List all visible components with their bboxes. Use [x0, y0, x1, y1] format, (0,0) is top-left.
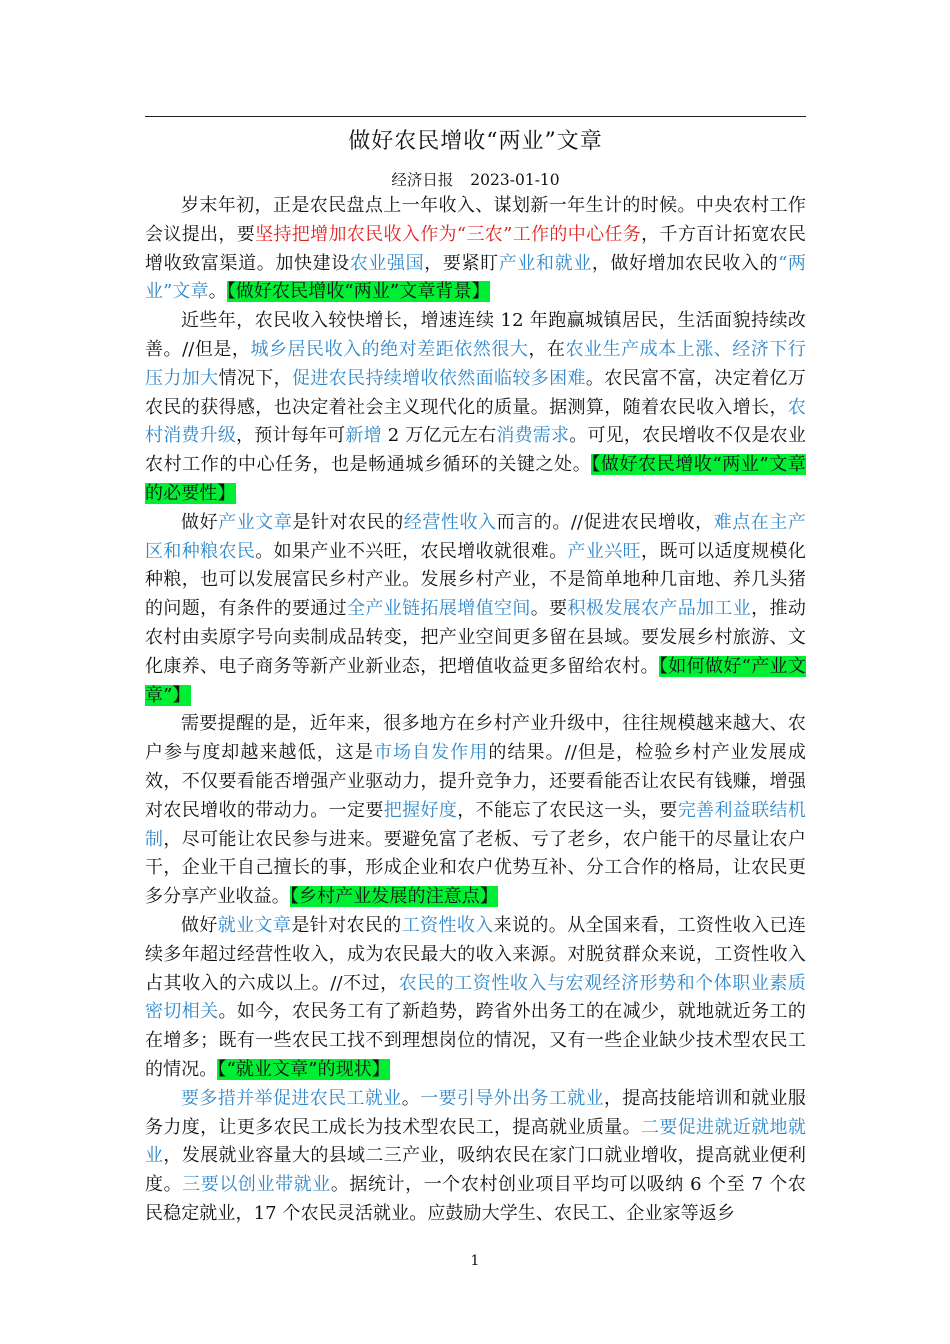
highlighted-phrase: 农村消费升级 [145, 396, 806, 447]
highlighted-phrase: 农业强国 [349, 252, 425, 274]
highlighted-phrase: 工资性收入 [401, 914, 494, 936]
highlighted-phrase: “两业”文章 [145, 252, 807, 303]
article-paragraph [145, 509, 806, 711]
paragraph-text: 近些年，农民收入较快增长，增速连续 12 年跑赢城镇居民，生活面貌持续改善。//但是， [145, 310, 806, 360]
paragraph-text: 。如今，农民务工有了新趋势，跨省外出务工的在减少，就地就近务工的在增多；既有一些农民工找不到理想岗位的情况，又有一些企业缺少技术型农民工的情况。 [145, 1001, 806, 1080]
paragraph-text: ，尽可能让农民参与进来。要避免富了老板、亏了老乡，农户能干的尽量让农户干，企业干自己擅长的事，形成企业和农户优势互补、分工合作的格局，让农民更多分享产业收益。 [145, 828, 806, 908]
paragraph-text: ，预计每年可 [236, 425, 346, 447]
highlighted-phrase: 农业生产成本上涨、经济下行压力加大 [145, 338, 807, 389]
paragraph-text: ，千方百计拓宽农民增收致富渠道。加快建设 [145, 223, 806, 274]
paragraph-text: 2 万亿元左右 [381, 425, 497, 447]
highlighted-phrase: 全产业链拓展增值空间 [347, 598, 531, 620]
article-paragraph [145, 307, 806, 509]
paragraph-text: ，要紧盯 [424, 252, 499, 274]
section-tag: 【做好农民增收“两业”文章的必要性】 [145, 454, 806, 504]
paragraph-text: 来说的。从全国来看，工资性收入已连续多年超过经营性收入，成为农民最大的收入来源。对脱贫群众来说，工资性收入占其收入的六成以上。//不过， [145, 914, 806, 994]
key-phrase: 坚持把增加农民收入作为“三农”工作的中心任务 [255, 223, 642, 245]
paragraph-text: 。如果产业不兴旺，农民增收就很难。 [255, 540, 568, 562]
paragraph-text: 岁末年初，正是农民盘点上一年收入、谋划新一年生计的时候。中央农村工作会议提出，要 [145, 195, 806, 245]
highlighted-phrase: 促进农民持续增收依然面临较多困难 [291, 367, 586, 389]
paragraph-text: 。农民富不富，决定着亿万农民的获得感，也决定着社会主义现代化的质量。据测算，随着农民收入增长， [145, 367, 807, 418]
highlighted-phrase: 要多措并举促进农民工就业 [181, 1087, 402, 1109]
paragraph-text: 是针对农民的 [291, 914, 402, 936]
paragraph-text: 做好 [181, 511, 219, 533]
highlighted-phrase: 经营性收入 [403, 511, 497, 533]
highlighted-phrase: 二要促进就近就地就业 [145, 1116, 806, 1167]
section-tag: 【乡村产业发展的注意点】 [289, 886, 499, 908]
paragraph-text: ，既可以适度规模化种粮，也可以发展富民乡村产业。发展乡村产业，不是简单地种几亩地、养几头猪的问题，有条件的要通过 [145, 540, 807, 620]
highlighted-phrase: 市场自发作用 [373, 742, 489, 764]
section-tag: 【“就业文章”的现状】 [217, 1058, 390, 1080]
paragraph-text: 。 [401, 1087, 421, 1109]
highlighted-phrase: 把握好度 [383, 799, 458, 821]
highlighted-phrase: 三要以创业带就业 [182, 1174, 331, 1196]
paragraph-text: ，不能忘了农民这一头，要 [457, 799, 678, 821]
paragraph-text: 做好 [181, 914, 218, 936]
paragraph-text: ，在 [528, 338, 566, 360]
paragraph-text: ，提高技能培训和就业服务力度，让更多农民工成长为技术型农民工，提高就业质量。 [145, 1087, 806, 1138]
paragraph-text: 情况下， [218, 367, 292, 389]
highlighted-phrase: 产业和就业 [498, 252, 592, 274]
highlighted-phrase: 农民的工资性收入与宏观经济形势和个体职业素质密切相关 [145, 972, 806, 1023]
article-title: 做好农民增收“两业”文章 [348, 129, 603, 154]
highlighted-phrase: 就业文章 [217, 914, 292, 936]
article-paragraph [145, 710, 806, 912]
paragraph-text: 。 [208, 281, 227, 303]
paragraph-text: 的结果。//但是，检验乡村产业发展成效，不仅要看能否增强产业驱动力，提升竞争力，还要看能否让农民有钱赚，增强对农民增收的带动力。一定要 [145, 742, 806, 821]
paragraph-text: 而言的。//促进农民增收， [496, 511, 714, 533]
paragraph-text: ，推动农村由卖原字号向卖制成品转变，把产业空间更多留在县域。要发展乡村旅游、文化康养、电子商务等新产业新业态，把增值收益更多留给农村。 [145, 598, 807, 677]
highlighted-phrase: 难点在主产区和种粮农民 [145, 511, 807, 562]
paragraph-text: 是针对农民的 [292, 511, 404, 533]
highlighted-phrase: 新增 [345, 425, 382, 447]
article-byline [145, 168, 806, 192]
article-body [145, 192, 806, 1229]
paragraph-text: 需要提醒的是，近年来，很多地方在乡村产业升级中，往往规模越来越大、农户参与度却越来越低，这是 [145, 713, 806, 764]
paragraph-text: 。可见，农民增收不仅是农业农村工作的中心任务，也是畅通城乡循环的关键之处。 [145, 425, 806, 476]
highlighted-phrase: 完善利益联结机制 [145, 799, 806, 850]
highlighted-phrase: 产业文章 [218, 511, 293, 533]
highlighted-phrase: 产业兴旺 [567, 540, 641, 562]
highlighted-phrase: 一要引导外出务工就业 [420, 1087, 604, 1109]
paragraph-text: ，做好增加农民收入的 [591, 252, 779, 274]
article-date: 2023-01-10 [470, 171, 560, 189]
article-paragraph [145, 1085, 806, 1229]
highlighted-phrase: 城乡居民收入的绝对差距依然很大 [250, 338, 529, 360]
article-paragraph [145, 192, 806, 307]
section-tag: 【做好农民增收“两业”文章背景】 [226, 281, 490, 303]
header-rule [145, 116, 806, 117]
section-tag: 【如何做好“产业文章”】 [145, 655, 806, 706]
highlighted-phrase: 积极发展农产品加工业 [567, 598, 752, 620]
paragraph-text: ，发展就业容量大的县域二三产业，吸纳农民在家门口就业增收，提高就业便利度。 [145, 1145, 806, 1196]
page-number: 1 [470, 1253, 480, 1269]
paragraph-text: 。据统计，一个农村创业项目平均可以吸纳 6 个至 7 个农民稳定就业，17 个农民灵活就业。应鼓励大学生、农民工、企业家等返乡 [145, 1174, 806, 1224]
highlighted-phrase: 消费需求 [496, 425, 570, 447]
article-paragraph [145, 912, 806, 1085]
paragraph-text: 。要 [530, 598, 568, 620]
article-source: 经济日报 [391, 171, 454, 189]
